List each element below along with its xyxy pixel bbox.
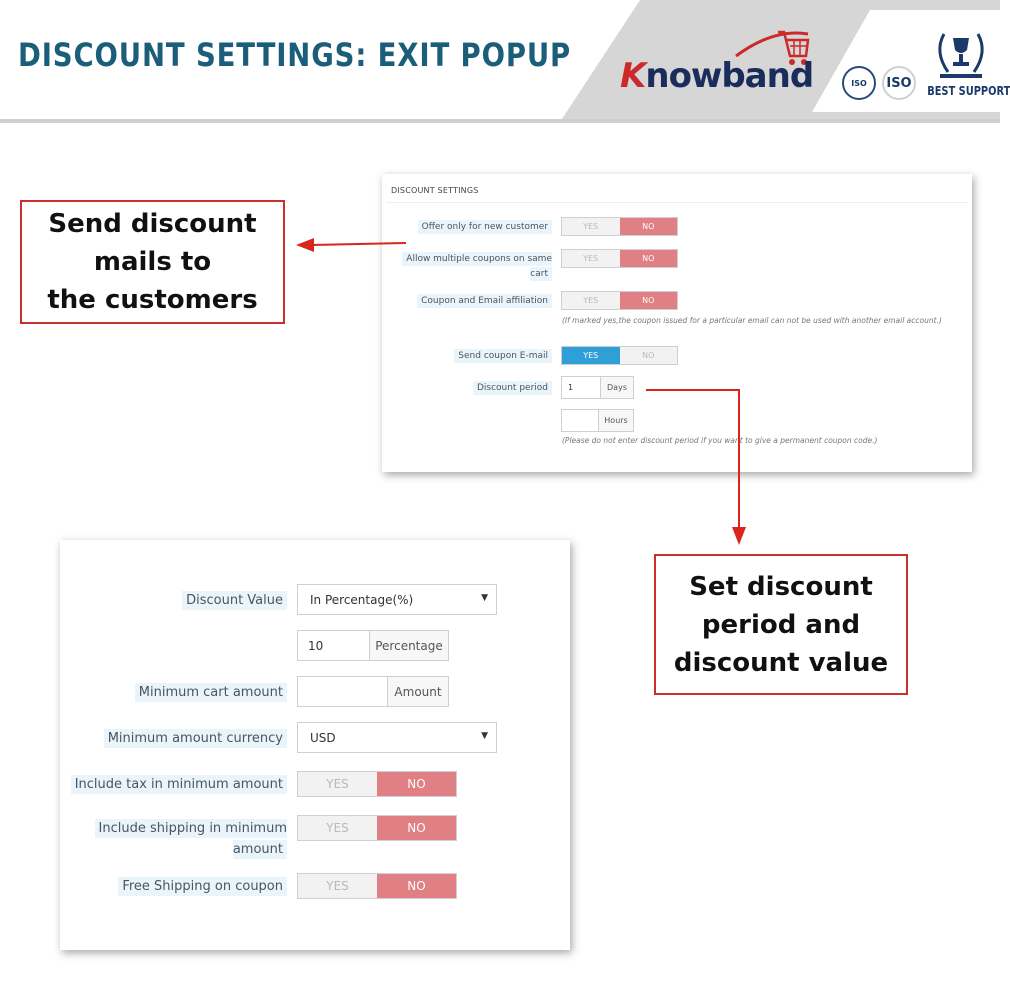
include-tax-yes[interactable]: YES	[298, 772, 377, 796]
iso-certified-badge-icon: ISO	[842, 66, 876, 100]
brand-name: Knowband	[620, 56, 814, 96]
amount-addon: Amount	[387, 677, 448, 706]
email-affiliation-yes[interactable]: YES	[562, 292, 620, 309]
callout-right-line-1: Set discount	[689, 571, 873, 602]
new-customer-yes[interactable]: YES	[562, 218, 620, 235]
min-cart-label: Minimum cart amount	[70, 683, 287, 704]
hours-addon: Hours	[598, 410, 633, 431]
include-shipping-toggle[interactable]	[297, 815, 457, 841]
callout-right-line-2: period and	[701, 609, 861, 640]
send-email-yes[interactable]: YES	[562, 347, 620, 364]
discount-period-label: Discount period	[392, 381, 552, 395]
percentage-addon: Percentage	[369, 631, 448, 660]
discount-settings-panel	[382, 174, 972, 472]
trophy-laurel-icon	[930, 22, 992, 84]
callout-left-line-3: the customers	[47, 285, 258, 315]
discount-value-select[interactable]	[297, 584, 497, 615]
email-affiliation-hint: (If marked yes,the coupon issued for a particular email can not be used with another email account.)	[562, 316, 942, 325]
page-header	[0, 0, 1010, 120]
new-customer-no[interactable]: NO	[620, 218, 678, 235]
panel-heading-divider	[386, 202, 968, 203]
free-shipping-label: Free Shipping on coupon	[70, 877, 287, 898]
discount-period-days-group	[561, 376, 634, 399]
callout-right-line-3: discount value	[673, 647, 889, 678]
percentage-group	[297, 630, 449, 661]
min-currency-label: Minimum amount currency	[70, 729, 287, 750]
min-currency-selected: USD	[310, 730, 336, 745]
panel-heading: DISCOUNT SETTINGS	[391, 186, 479, 195]
new-customer-toggle[interactable]	[561, 217, 678, 236]
multiple-coupons-no[interactable]: NO	[620, 250, 678, 267]
chevron-down-icon: ▼	[481, 731, 488, 741]
send-email-toggle[interactable]	[561, 346, 678, 365]
min-currency-select[interactable]	[297, 722, 497, 753]
iso-badge-icon: ISO	[882, 66, 916, 100]
email-affiliation-toggle[interactable]	[561, 291, 678, 310]
free-shipping-no[interactable]: NO	[377, 874, 456, 898]
include-shipping-yes[interactable]: YES	[298, 816, 377, 840]
page-title: DISCOUNT SETTINGS: EXIT POPUP	[18, 36, 572, 74]
percentage-input[interactable]: 10	[298, 631, 369, 660]
free-shipping-yes[interactable]: YES	[298, 874, 377, 898]
min-cart-input[interactable]	[298, 677, 387, 706]
callout-set-discount-period	[654, 554, 908, 695]
header-divider	[0, 119, 1000, 123]
include-shipping-label: Include shipping in minimum amount	[70, 819, 287, 861]
include-tax-label: Include tax in minimum amount	[70, 775, 287, 796]
best-support-label: BEST SUPPORT	[927, 84, 1010, 98]
include-tax-toggle[interactable]	[297, 771, 457, 797]
discount-value-label: Discount Value	[70, 591, 287, 612]
free-shipping-toggle[interactable]	[297, 873, 457, 899]
knowband-logo	[616, 26, 816, 100]
discount-value-panel	[60, 540, 570, 950]
send-email-label: Send coupon E-mail	[392, 349, 552, 363]
callout-left-line-2: mails to	[93, 247, 212, 277]
min-cart-group	[297, 676, 449, 707]
include-shipping-no[interactable]: NO	[377, 816, 456, 840]
send-email-no[interactable]: NO	[620, 347, 678, 364]
discount-period-hours-input[interactable]	[562, 410, 598, 431]
multiple-coupons-yes[interactable]: YES	[562, 250, 620, 267]
chevron-down-icon: ▼	[481, 593, 488, 603]
callout-left-line-1: Send discount	[48, 209, 257, 239]
days-addon: Days	[600, 377, 633, 398]
discount-value-selected: In Percentage(%)	[310, 592, 414, 607]
new-customer-label: Offer only for new customer	[392, 220, 552, 234]
multiple-coupons-toggle[interactable]	[561, 249, 678, 268]
include-tax-no[interactable]: NO	[377, 772, 456, 796]
discount-period-hint: (Please do not enter discount period if you want to give a permanent coupon code.)	[562, 436, 878, 445]
multiple-coupons-label: Allow multiple coupons on same cart	[392, 252, 552, 281]
email-affiliation-label: Coupon and Email affiliation	[392, 294, 552, 308]
email-affiliation-no[interactable]: NO	[620, 292, 678, 309]
callout-send-discount-mails	[20, 200, 285, 324]
discount-period-days-input[interactable]: 1	[562, 377, 600, 398]
discount-period-hours-group	[561, 409, 634, 432]
